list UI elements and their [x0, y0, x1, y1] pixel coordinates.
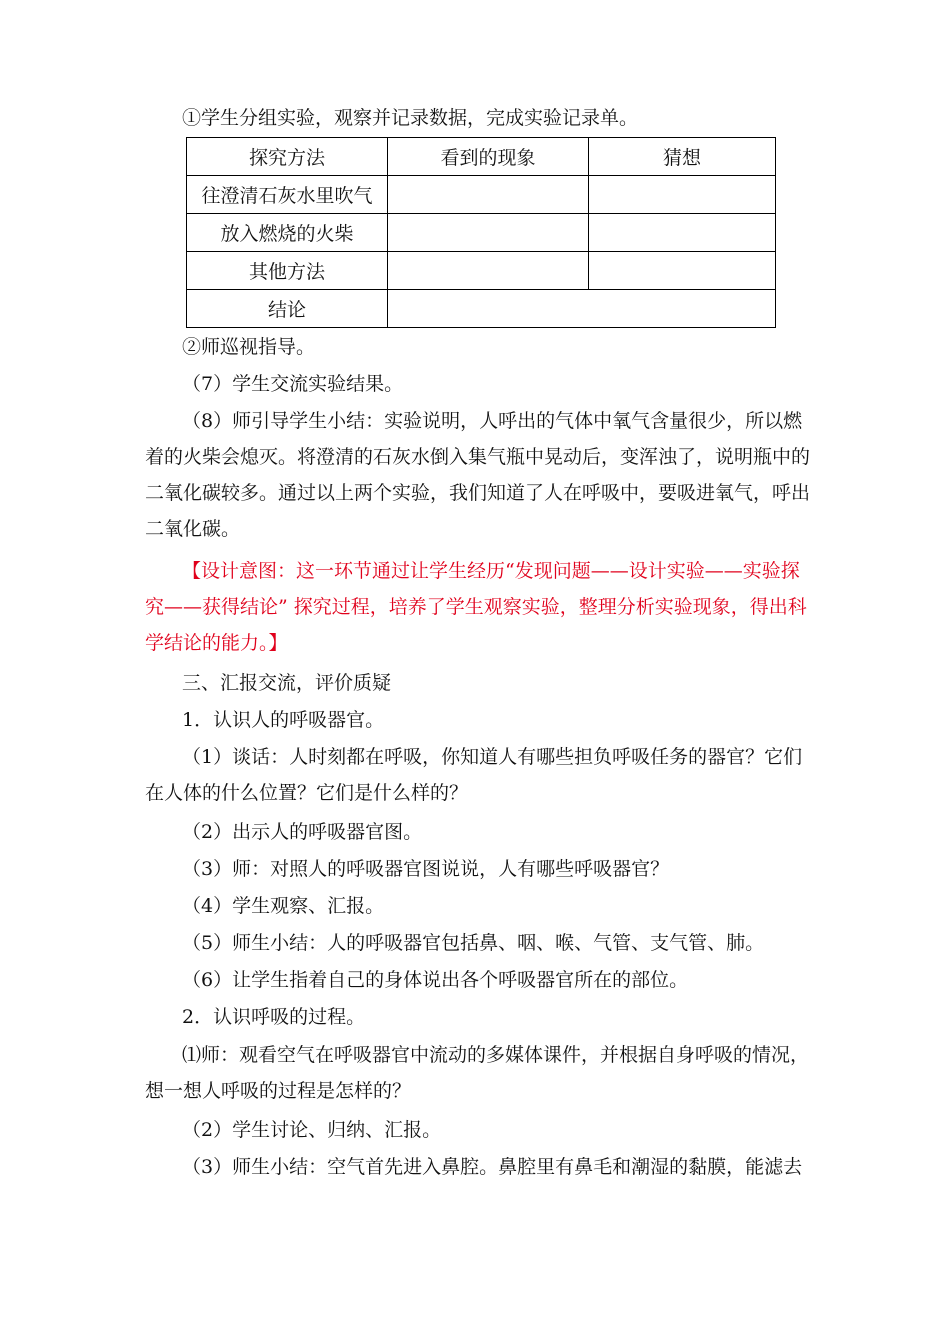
- step8-paragraph: （8）师引导学生小结：实验说明，人呼出的气体中氧气含量很少，所以燃着的火柴会熄灭。将澄清的石灰水倒入集气瓶中晃动后，变浑浊了，说明瓶中的二氧化碳较多。通过以上两个实验，我们知道了人在呼吸中，要吸进氧气，呼出二氧化碳。: [145, 410, 811, 540]
- table-row: [187, 252, 776, 290]
- table-cell-empty: [388, 290, 776, 328]
- table-header-row: [187, 138, 776, 176]
- table-conclusion-row: [187, 290, 776, 328]
- s1-item4: （4）学生观察、汇报。: [182, 895, 385, 917]
- s2-item3: （3）师生小结：空气首先进入鼻腔。鼻腔里有鼻毛和潮湿的黏膜，能滤去: [182, 1156, 803, 1178]
- table-cell-empty: [388, 252, 589, 290]
- experiment-record-table: [186, 137, 776, 328]
- subsection2-heading: 2．认识呼吸的过程。: [182, 1006, 366, 1028]
- table-header-cell: 看到的现象: [388, 138, 589, 176]
- design-intent-paragraph: 【设计意图：这一环节通过让学生经历“发现问题——设计实验——实验探究——获得结论” 探究过程，培养了学生观察实验，整理分析实验现象，得出科学结论的能力。】: [145, 560, 807, 654]
- table-cell-method: 放入燃烧的火柴: [187, 214, 388, 252]
- s1-item1: （1）谈话：人时刻都在呼吸，你知道人有哪些担负呼吸任务的器官？它们在人体的什么位置？它们是什么样的？: [145, 746, 803, 804]
- table-cell-empty: [388, 176, 589, 214]
- table-cell-method: 其他方法: [187, 252, 388, 290]
- table-cell-conclusion-label: 结论: [187, 290, 388, 328]
- table-cell-method: 往澄清石灰水里吹气: [187, 176, 388, 214]
- table-row: [187, 214, 776, 252]
- s1-item3: （3）师：对照人的呼吸器官图说说，人有哪些呼吸器官？: [182, 858, 670, 880]
- table-header-cell: 猜想: [589, 138, 776, 176]
- s1-item5: （5）师生小结：人的呼吸器官包括鼻、咽、喉、气管、支气管、肺。: [182, 932, 765, 954]
- section3-heading: 三、汇报交流，评价质疑: [182, 672, 392, 694]
- intro-paragraph: ①学生分组实验，观察并记录数据，完成实验记录单。: [182, 107, 639, 129]
- table-cell-empty: [589, 176, 776, 214]
- subsection1-heading: 1．认识人的呼吸器官。: [182, 709, 385, 731]
- guide-paragraph: ②师巡视指导。: [182, 336, 316, 358]
- s2-item1: ⑴师：观看空气在呼吸器官中流动的多媒体课件，并根据自身呼吸的情况，想一想人呼吸的过程是怎样的？: [145, 1044, 810, 1102]
- table-cell-empty: [589, 214, 776, 252]
- table-row: [187, 176, 776, 214]
- s1-item2: （2）出示人的呼吸器官图。: [182, 821, 423, 843]
- table-header-cell: 探究方法: [187, 138, 388, 176]
- s2-item2: （2）学生讨论、归纳、汇报。: [182, 1119, 442, 1141]
- step7-paragraph: （7）学生交流实验结果。: [182, 373, 404, 395]
- table-cell-empty: [589, 252, 776, 290]
- table-cell-empty: [388, 214, 589, 252]
- s1-item6: （6）让学生指着自己的身体说出各个呼吸器官所在的部位。: [182, 969, 689, 991]
